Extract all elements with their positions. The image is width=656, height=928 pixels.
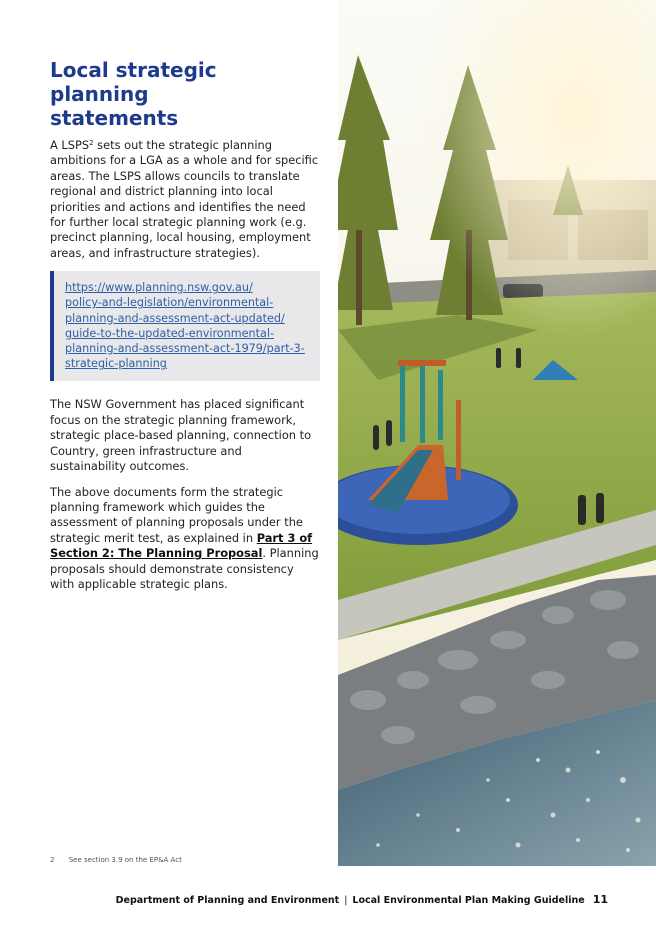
page-number: 11: [592, 893, 608, 906]
framework-paragraph: The above documents form the strategic planning framework which guides the assessment of planning proposals under the strategic merit test, as explained in Part 3 of Section 2: The Planning Proposal. Planning proposals should demonstrate consistency with applicable strategic plans.: [50, 484, 319, 591]
footnote-number: 2: [50, 856, 55, 864]
page-footer: [116, 893, 608, 906]
planning-url-link-line-1[interactable]: https://www.planning.nsw.gov.au/: [65, 281, 253, 295]
footer-guide-title: Local Environmental Plan Making Guideline: [352, 895, 585, 906]
footnote-text: See section 3.9 on the EP&A Act: [68, 856, 182, 864]
title-line-1: Local strategic planning: [50, 58, 217, 106]
intro-paragraph: A LSPS$^2$ sets out the strategic planning ambitions for a LGA as a whole and for specific areas. The LSPS allows councils to translate regional and district planning into local priorities and actions and identifies the need for further local strategic planning work (e.g. precinct planning, local housing, employment areas, and infrastructure strategies).: [50, 138, 319, 260]
government-focus-paragraph: The NSW Government has placed significant focus on the strategic planning framework, strategic place-based planning, connection to Country, green infrastructure and sustainability outcomes.: [50, 397, 312, 474]
section-cross-reference-link[interactable]: Part 3 of Section 2: The Planning Proposal: [50, 530, 313, 561]
footnote: [50, 856, 182, 864]
main-text-column: [50, 58, 320, 602]
planning-url-link-line-3[interactable]: planning-and-assessment-act-updated/: [65, 311, 285, 325]
planning-url-link-line-5[interactable]: planning-and-assessment-act-1979/part-3-: [65, 342, 305, 356]
planning-url-link-line-6[interactable]: strategic-planning: [65, 357, 167, 371]
footer-department: Department of Planning and Environment: [115, 895, 340, 906]
park-waterfront-photo: [338, 0, 656, 866]
footnote-ref[interactable]: 2: [89, 139, 94, 147]
footer-separator: |: [344, 895, 348, 906]
planning-url-link-line-4[interactable]: guide-to-the-updated-environmental-: [65, 326, 275, 340]
planning-url-link-line-2[interactable]: policy-and-legislation/environmental-: [65, 296, 274, 310]
page-title: [50, 58, 320, 130]
link-callout: [50, 271, 320, 381]
title-line-2: statements: [50, 106, 179, 130]
